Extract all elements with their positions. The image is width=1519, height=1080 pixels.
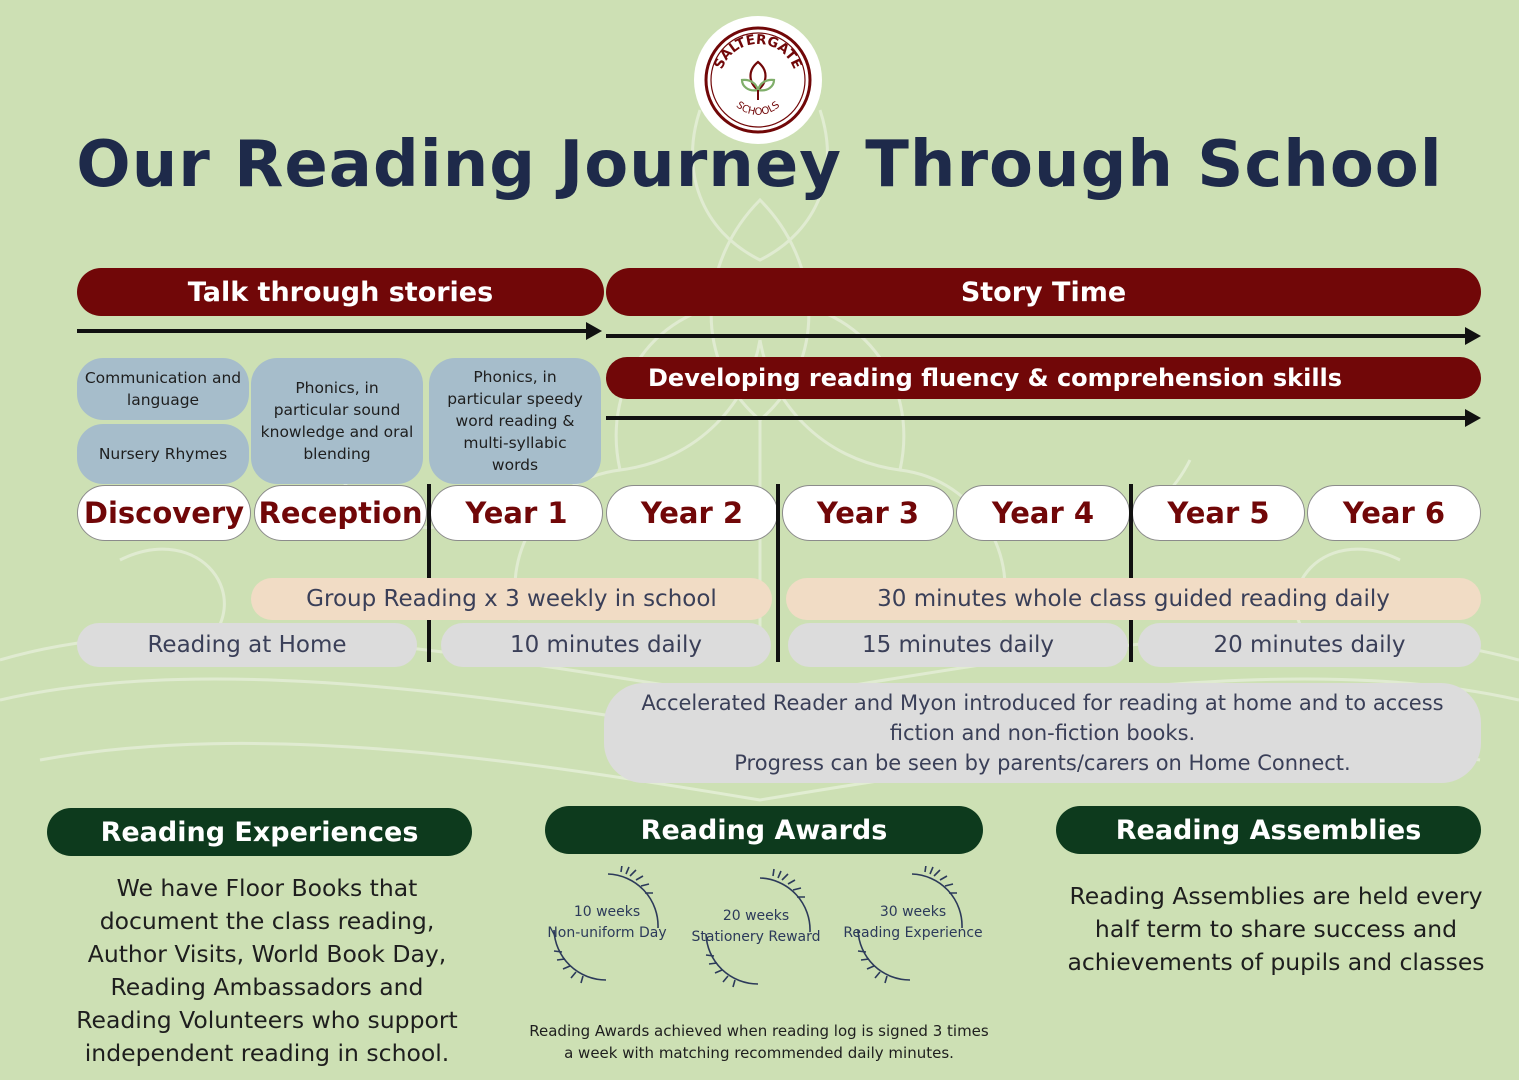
- reading-at-home-label: Reading at Home: [77, 623, 417, 667]
- svg-text:SALTERGATE: [711, 32, 805, 72]
- year-3: Year 3: [782, 485, 954, 541]
- reading-assemblies-text: Reading Assemblies are held every half term to share success and achievements of pupils and classes: [1067, 882, 1485, 976]
- award-30-weeks-label: 30 weeks: [879, 904, 947, 920]
- accelerated-reader-info: [604, 683, 1481, 783]
- fluency-arrow-line: [606, 416, 1466, 420]
- reading-awards-heading: Reading Awards: [545, 806, 983, 854]
- phonics-reception-pill: Phonics, in particular sound knowledge and oral blending: [251, 358, 423, 484]
- divider-reception-year1: [427, 484, 431, 662]
- guided-reading-bar: 30 minutes whole class guided reading daily: [786, 578, 1481, 620]
- logo-top-text: SALTERGATE: [710, 31, 806, 72]
- school-logo-text: [694, 16, 822, 144]
- reading-experiences-heading: Reading Experiences: [47, 808, 472, 856]
- year-1: Year 1: [430, 485, 603, 541]
- story-time-arrow-line: [606, 334, 1466, 338]
- reading-assemblies-heading: Reading Assemblies: [1056, 806, 1481, 854]
- award-20-weeks: [686, 906, 826, 948]
- fluency-band: Developing reading fluency & comprehension skills: [606, 357, 1481, 399]
- fluency-arrow-head-icon: [1465, 409, 1481, 427]
- divider-year2-year3: [776, 484, 780, 662]
- year-5: Year 5: [1132, 485, 1305, 541]
- award-30-weeks: [838, 902, 988, 944]
- group-reading-bar: Group Reading x 3 weekly in school: [251, 578, 772, 620]
- year-2: Year 2: [606, 485, 778, 541]
- accelerated-line-2: fiction and non-fiction books.: [889, 721, 1196, 745]
- nursery-rhymes-pill: Nursery Rhymes: [77, 424, 249, 484]
- divider-year4-year5: [1129, 484, 1133, 662]
- phonics-year1-pill: Phonics, in particular speedy word reading & multi-syllabic words: [429, 358, 601, 484]
- year-discovery: Discovery: [77, 485, 251, 541]
- svg-text:SCHOOLS: [734, 100, 782, 118]
- reading-experiences-text: We have Floor Books that document the class reading, Author Visits, World Book Day, Reading Ambassadors and Reading Volunteers who support independent reading in school.: [76, 874, 458, 1067]
- reading-awards-note: Reading Awards achieved when reading log is signed 3 times a week with matching recommended daily minutes.: [529, 1022, 989, 1062]
- year-reception: Reception: [254, 485, 427, 541]
- home-reading-10-minutes: 10 minutes daily: [441, 623, 771, 667]
- accelerated-line-1: Accelerated Reader and Myon introduced for reading at home and to access: [641, 691, 1444, 715]
- award-10-weeks: [537, 902, 677, 944]
- communication-language-pill: Communication and language: [77, 358, 249, 420]
- award-10-weeks-label: 10 weeks: [573, 904, 641, 920]
- home-reading-15-minutes: 15 minutes daily: [788, 623, 1128, 667]
- award-30-weeks-reward: Reading Experience: [843, 925, 983, 941]
- year-6: Year 6: [1307, 485, 1481, 541]
- accelerated-line-3: Progress can be seen by parents/carers on Home Connect.: [734, 751, 1351, 775]
- home-reading-20-minutes: 20 minutes daily: [1138, 623, 1481, 667]
- story-time-arrow-head-icon: [1465, 327, 1481, 345]
- page-title: Our Reading Journey Through School: [76, 128, 1443, 202]
- talk-arrow-head-icon: [586, 322, 602, 340]
- award-10-weeks-reward: Non-uniform Day: [547, 925, 667, 941]
- talk-through-stories-band: Talk through stories: [77, 268, 604, 316]
- school-logo: [694, 16, 822, 144]
- logo-bottom-text: SCHOOLS: [733, 99, 783, 118]
- talk-arrow-line: [77, 329, 587, 333]
- year-4: Year 4: [956, 485, 1130, 541]
- award-20-weeks-reward: Stationery Reward: [691, 929, 821, 945]
- story-time-band: Story Time: [606, 268, 1481, 316]
- award-20-weeks-label: 20 weeks: [722, 908, 790, 924]
